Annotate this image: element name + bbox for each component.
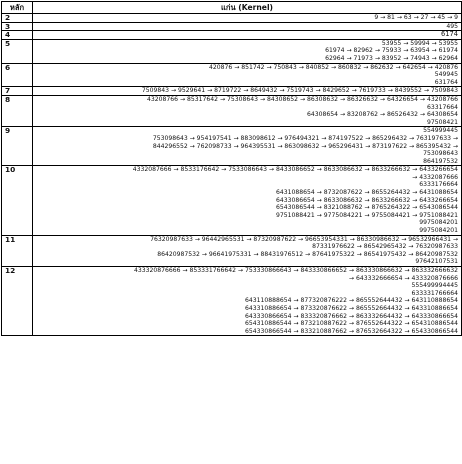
kernel-line: 7509843 → 9529641 → 8719722 → 8649432 → 7519743 → 8429652 → 7619733 → 8439552 → 7509843 <box>141 87 458 95</box>
kernel-line: 63317664 <box>426 103 458 111</box>
kernel-cell <box>33 267 462 336</box>
kernel-line: 555499994445 <box>411 282 458 290</box>
kernel-line: 87331976622 → 86542965432 → 76320987633 <box>312 243 458 251</box>
digit-count-cell: 8 <box>2 95 33 126</box>
kernel-line: 86420987532 → 96641975331 → 88431976512 → 87641975322 → 86541975432 → 86420987532 <box>157 250 458 258</box>
kernel-cell <box>33 14 462 23</box>
kernel-cell <box>33 95 462 126</box>
digit-count-cell: 11 <box>2 235 33 266</box>
digit-count-cell: 4 <box>2 31 33 40</box>
kernel-line: 495 <box>446 22 458 30</box>
kernel-line: 43208766 → 85317642 → 75308643 → 84308652 → 86308632 → 86326632 → 64326654 → 43208766 <box>147 95 458 103</box>
kernel-line: 6174 <box>440 30 458 39</box>
kernel-line: 643110888654 → 877320876222 → 865552644432 → 643110888654 <box>244 297 458 305</box>
table-row <box>2 39 462 63</box>
digit-count-cell: 5 <box>2 39 33 63</box>
kernel-line: 4332087666 → 8533176642 → 7533086643 → 8433086652 → 8633086632 → 8633266632 → 6433266654 <box>132 166 458 174</box>
kernel-line: → 643332666654 → 433320876666 <box>348 274 458 282</box>
kernel-line: → 4332087666 <box>412 173 458 181</box>
kernel-line: 76320987633 → 96442965531 → 87320987622 → 96653954331 → 86330986632 → 96532966431 → <box>150 235 458 243</box>
kernel-line: 654310886544 → 873210887622 → 876552644322 → 654310886544 <box>244 320 458 328</box>
kernel-line: 654330866544 → 833210887662 → 876532664322 → 654330866544 <box>244 327 458 335</box>
kernel-line: 643330866654 → 833320876662 → 863332664432 → 643330866654 <box>244 312 458 320</box>
kernel-cell <box>33 166 462 235</box>
kernel-line: 753098643 → 954197541 → 883098612 → 976494321 → 874197522 → 865296432 → 763197633 → <box>152 134 458 142</box>
kernel-line: 62964 → 71973 → 83952 → 74943 → 62964 <box>325 54 458 62</box>
kernel-line: 9975084201 <box>419 227 458 235</box>
digit-count-cell: 7 <box>2 87 33 96</box>
table-row <box>2 235 462 266</box>
kernel-cell <box>33 39 462 63</box>
kernel-cell <box>33 31 462 40</box>
table-row <box>2 166 462 235</box>
kernel-line: 753098643 <box>423 150 458 158</box>
kernel-line: 9975084201 <box>419 219 458 227</box>
table-row <box>2 95 462 126</box>
table-row <box>2 14 462 23</box>
kernel-line: 53955 → 59994 → 53955 <box>381 39 458 47</box>
kernel-cell <box>33 63 462 87</box>
kernel-line: 554999445 <box>423 127 458 135</box>
kernel-line: 9751088421 → 9775084221 → 9755084421 → 9751088421 <box>275 211 458 219</box>
table-row <box>2 31 462 40</box>
table-row <box>2 267 462 336</box>
kernel-line: 6433086654 → 8633086632 → 8633266632 → 6433266654 <box>275 196 458 204</box>
kernel-line: 631764 <box>434 78 458 86</box>
table-row <box>2 22 462 31</box>
table-row <box>2 127 462 166</box>
kernel-line: 864197532 <box>423 157 458 165</box>
kernel-cell <box>33 22 462 31</box>
kernel-line: 633331766664 <box>411 289 458 297</box>
digit-count-cell: 12 <box>2 267 33 336</box>
kernel-line: 420876 → 851742 → 750843 → 840852 → 860832 → 862632 → 642654 → 420876 <box>209 63 458 71</box>
kernel-line: 9 → 81 → 63 → 27 → 45 → 9 <box>374 14 458 21</box>
kernel-cell <box>33 235 462 266</box>
digit-count-cell: 6 <box>2 63 33 87</box>
table-body <box>2 14 462 336</box>
kernel-line: 549945 <box>434 71 458 79</box>
kernel-cell <box>33 127 462 166</box>
table-row <box>2 87 462 96</box>
kernel-cell <box>33 87 462 96</box>
kernel-line: 97642107531 <box>415 258 458 266</box>
kernel-line: 61974 → 82962 → 75933 → 63954 → 61974 <box>325 47 458 55</box>
table-row <box>2 63 462 87</box>
kernel-line: 433320876666 → 853331766642 → 753330866643 → 843330866652 → 863330866632 → 863332666632 <box>133 267 458 274</box>
kernel-table <box>1 1 462 336</box>
kernel-line: 6431088654 → 8732087622 → 8655264432 → 6431088654 <box>275 189 458 197</box>
kernel-line: 64308654 → 83208762 → 86526432 → 64308654 <box>306 111 458 119</box>
kernel-line: 97508421 <box>426 118 458 126</box>
kernel-line: 6543086544 → 8321088762 → 8765264322 → 6543086544 <box>275 204 458 212</box>
digit-count-cell: 3 <box>2 22 33 31</box>
table-header-row <box>2 2 462 14</box>
kernel-line: 6333176664 <box>419 181 458 189</box>
kernel-column-header: แก่น (Kernel) <box>33 2 462 14</box>
digit-count-cell: 2 <box>2 14 33 23</box>
digit-count-cell: 9 <box>2 127 33 166</box>
digit-count-cell: 10 <box>2 166 33 235</box>
kernel-line: 844296552 → 762098733 → 964395531 → 863098632 → 965296431 → 873197622 → 865395432 → <box>152 142 458 150</box>
digits-column-header: หลัก <box>2 2 33 14</box>
kernel-line: 643310886654 → 873320876622 → 865552664432 → 643310886654 <box>244 304 458 312</box>
